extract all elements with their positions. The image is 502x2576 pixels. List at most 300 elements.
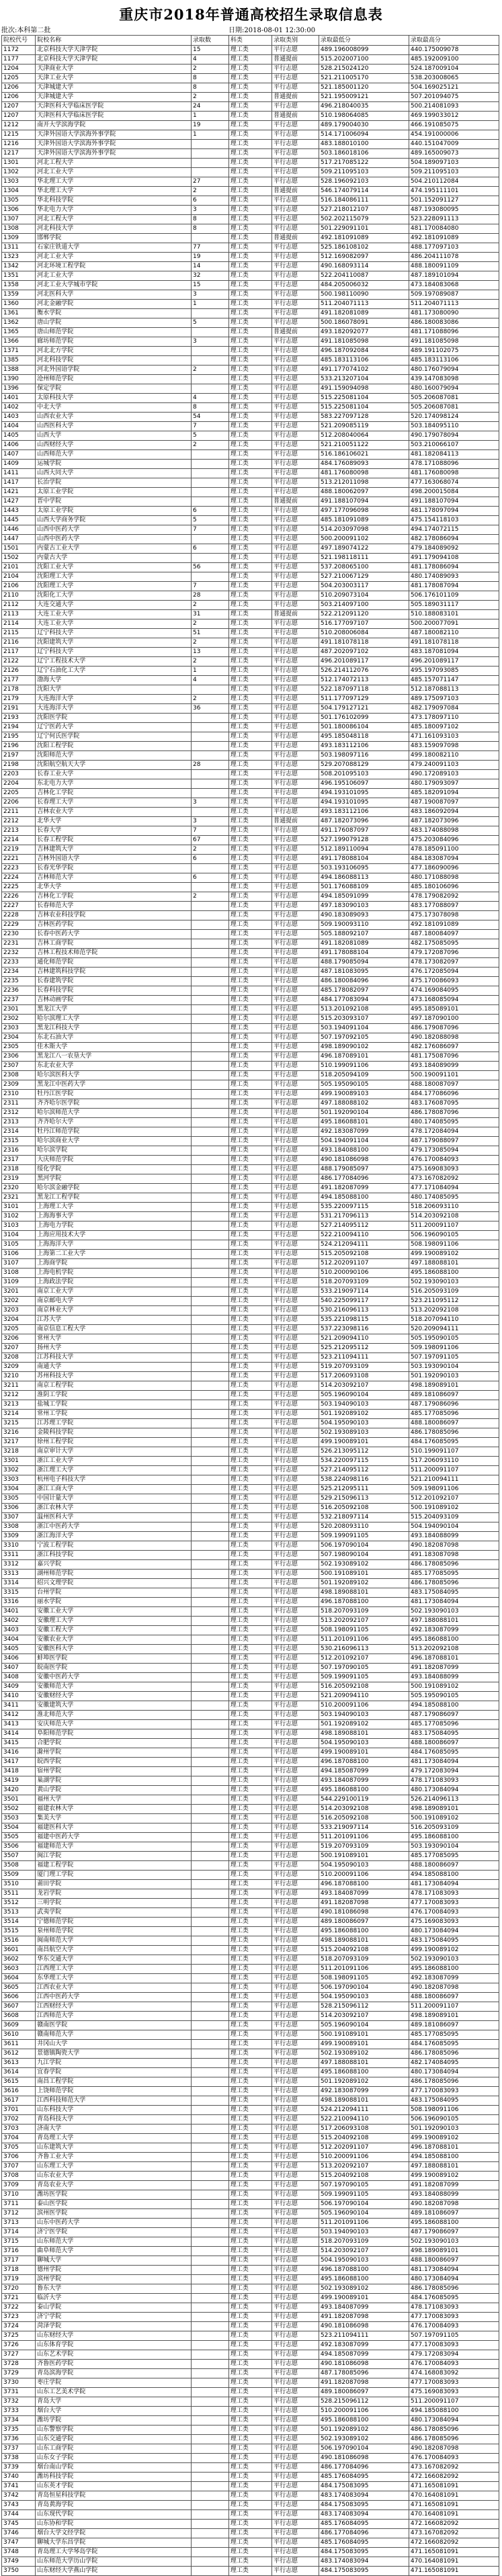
cell-school-name: 青岛科技大学	[36, 2115, 192, 2124]
table-row	[2, 1946, 499, 1955]
cell-school-code: 3617	[2, 2096, 36, 2106]
cell-subject: 理工类	[228, 1504, 271, 1513]
cell-category: 平行志愿	[272, 779, 319, 789]
cell-category: 平行志愿	[272, 667, 319, 676]
cell-admit-count	[192, 140, 229, 149]
cell-school-code: 3314	[2, 1579, 36, 1588]
cell-school-name: 黄山学院	[36, 1786, 192, 1795]
cell-school-name: 滨州医学院	[36, 2209, 192, 2219]
cell-school-code: 2113	[2, 610, 36, 619]
cell-max-score: 481.170084080	[409, 224, 499, 234]
cell-subject: 理工类	[228, 695, 271, 704]
table-row	[2, 1983, 499, 1993]
cell-subject: 理工类	[228, 1880, 271, 1889]
cell-category: 平行志愿	[272, 281, 319, 290]
cell-school-code: 3516	[2, 1936, 36, 1946]
cell-category: 平行志愿	[272, 1692, 319, 1701]
cell-category: 平行志愿	[272, 2153, 319, 2162]
cell-school-code: 1359	[2, 290, 36, 300]
header-category: 录取类别	[272, 36, 319, 46]
cell-max-score: 484.176085095	[409, 1438, 499, 1447]
cell-category: 平行志愿	[272, 2331, 319, 2341]
cell-school-code: 3304	[2, 1485, 36, 1494]
cell-max-score: 478.173082097	[409, 958, 499, 968]
cell-admit-count	[192, 1570, 229, 1579]
cell-category: 平行志愿	[272, 1664, 319, 1673]
cell-category: 平行志愿	[272, 2378, 319, 2388]
cell-max-score: 500.191089102	[409, 1504, 499, 1513]
cell-category: 平行志愿	[272, 149, 319, 159]
table-row	[2, 902, 499, 911]
cell-school-code: 3615	[2, 2077, 36, 2087]
cell-admit-count: 1	[192, 130, 229, 140]
table-row	[2, 1664, 499, 1673]
cell-max-score: 499.190089102	[409, 1946, 499, 1955]
cell-min-score: 522.204110087	[319, 271, 409, 281]
cell-admit-count	[192, 1428, 229, 1438]
cell-school-code: 3313	[2, 1570, 36, 1579]
cell-admit-count	[192, 742, 229, 751]
cell-school-code: 3723	[2, 2313, 36, 2322]
table-row	[2, 676, 499, 685]
cell-school-code: 3513	[2, 1908, 36, 1918]
cell-school-name: 辽宁何氏医学院	[36, 732, 192, 742]
cell-max-score: 501.192090103	[409, 2124, 499, 2134]
cell-min-score: 525.212095111	[319, 1485, 409, 1494]
cell-school-code: 3209	[2, 1363, 36, 1372]
table-row	[2, 1579, 499, 1588]
cell-admit-count	[192, 1118, 229, 1127]
cell-min-score: 535.221098115	[319, 1316, 409, 1325]
cell-school-name: 淮北师范大学	[36, 1711, 192, 1720]
cell-school-name: 聊城大学	[36, 2256, 192, 2266]
table-row	[2, 986, 499, 996]
table-row	[2, 949, 499, 958]
cell-subject: 理工类	[228, 2360, 271, 2369]
cell-min-score: 486.177084096	[319, 2529, 409, 2538]
cell-school-code: 3303	[2, 1475, 36, 1485]
table-row	[2, 206, 499, 215]
cell-subject: 理工类	[228, 610, 271, 619]
cell-max-score: 517.206093110	[409, 1457, 499, 1466]
cell-min-score: 498.189088101	[319, 1729, 409, 1739]
cell-admit-count	[192, 2322, 229, 2331]
cell-school-name: 哈尔滨理工大学	[36, 1015, 192, 1024]
table-row	[2, 2510, 499, 2520]
cell-subject: 理工类	[228, 2567, 271, 2576]
cell-max-score: 485.157071147	[409, 676, 499, 685]
cell-min-score: 529.207088129	[319, 761, 409, 770]
cell-school-name: 淮阴工学院	[36, 1391, 192, 1400]
cell-admit-count	[192, 450, 229, 460]
cell-admit-count	[192, 2397, 229, 2407]
cell-category: 平行志愿	[272, 65, 319, 74]
cell-min-score: 501.192089102	[319, 1720, 409, 1729]
cell-school-name: 蚌埠医学院	[36, 1654, 192, 1664]
cell-max-score: 478.172084094	[409, 1127, 499, 1137]
cell-category: 平行志愿	[272, 1955, 319, 1965]
cell-category: 平行志愿	[272, 2548, 319, 2557]
cell-subject: 理工类	[228, 516, 271, 525]
cell-school-code: 2195	[2, 732, 36, 742]
table-row	[2, 1212, 499, 1221]
cell-max-score: 505.195090105	[409, 1692, 499, 1701]
cell-school-code: 2228	[2, 911, 36, 920]
cell-min-score: 499.190089101	[319, 1438, 409, 1447]
cell-subject: 理工类	[228, 1062, 271, 1071]
cell-category: 平行志愿	[272, 1221, 319, 1231]
table-row	[2, 535, 499, 544]
header-min-score: 录取最低分	[319, 36, 409, 46]
cell-school-name: 井冈山大学	[36, 2040, 192, 2049]
cell-subject: 理工类	[228, 1701, 271, 1711]
cell-min-score: 509.190093110	[319, 920, 409, 930]
cell-category: 平行志愿	[272, 1372, 319, 1381]
cell-min-score: 504.195090103	[319, 2256, 409, 2266]
cell-admit-count	[192, 1033, 229, 1043]
cell-category: 平行志愿	[272, 1532, 319, 1541]
table-row	[2, 1109, 499, 1118]
cell-admit-count	[192, 2520, 229, 2529]
cell-max-score: 477.170083093	[409, 2087, 499, 2096]
cell-max-score: 518.207094110	[409, 1316, 499, 1325]
cell-school-name: 河北工程大学	[36, 159, 192, 168]
cell-category: 平行志愿	[272, 986, 319, 996]
cell-admit-count	[192, 939, 229, 949]
cell-category: 平行志愿	[272, 1579, 319, 1588]
cell-min-score: 507.197092105	[319, 1033, 409, 1043]
cell-category: 平行志愿	[272, 1156, 319, 1165]
cell-max-score: 480.173084094	[409, 2068, 499, 2077]
cell-subject: 理工类	[228, 1381, 271, 1391]
cell-admit-count	[192, 920, 229, 930]
cell-subject: 理工类	[228, 469, 271, 478]
cell-category: 平行志愿	[272, 478, 319, 488]
admission-table	[1, 35, 499, 2576]
cell-school-name: 安徽建筑大学	[36, 1701, 192, 1711]
cell-school-code: 3605	[2, 1983, 36, 1993]
cell-subject: 理工类	[228, 2237, 271, 2247]
cell-category: 平行志愿	[272, 253, 319, 262]
cell-admit-count: 2	[192, 638, 229, 648]
cell-admit-count	[192, 1005, 229, 1015]
table-row	[2, 1325, 499, 1334]
cell-admit-count	[192, 1466, 229, 1475]
cell-subject: 理工类	[228, 2040, 271, 2049]
cell-category: 平行志愿	[272, 262, 319, 271]
cell-category: 平行志愿	[272, 1617, 319, 1626]
cell-max-score: 481.176080098	[409, 469, 499, 478]
cell-max-score: 505.195090105	[409, 1334, 499, 1344]
cell-category: 平行志愿	[272, 2501, 319, 2510]
cell-min-score: 496.187088100	[319, 2266, 409, 2275]
cell-admit-count	[192, 2172, 229, 2181]
cell-max-score: 485.177085095	[409, 1852, 499, 1861]
cell-school-code: 2307	[2, 1062, 36, 1071]
cell-max-score: 477.170083093	[409, 2341, 499, 2350]
cell-min-score: 511.201091106	[319, 1965, 409, 1974]
cell-subject: 理工类	[228, 2209, 271, 2219]
table-row	[2, 253, 499, 262]
cell-school-name: 宁德师范学院	[36, 1918, 192, 1927]
cell-max-score: 506.196090105	[409, 2115, 499, 2124]
cell-category: 平行志愿	[272, 196, 319, 206]
cell-max-score: 495.186088100	[409, 1635, 499, 1645]
cell-subject: 理工类	[228, 1297, 271, 1306]
cell-admit-count	[192, 1419, 229, 1428]
cell-school-code: 2311	[2, 1099, 36, 1109]
table-row	[2, 544, 499, 554]
cell-school-code: 1406	[2, 441, 36, 450]
cell-school-name: 山东师范大学	[36, 2237, 192, 2247]
cell-category: 平行志愿	[272, 836, 319, 845]
cell-school-name: 南京工业大学	[36, 1287, 192, 1297]
cell-school-name: 山西中医药大学	[36, 525, 192, 535]
cell-min-score: 505.195090105	[319, 1080, 409, 1090]
table-row	[2, 2124, 499, 2134]
cell-min-score: 511.177097129	[319, 695, 409, 704]
cell-min-score: 522.212091120	[319, 610, 409, 619]
cell-min-score: 512.189110094	[319, 845, 409, 855]
cell-subject: 理工类	[228, 328, 271, 337]
cell-max-score: 488.177097103	[409, 243, 499, 253]
cell-admit-count	[192, 469, 229, 478]
cell-max-score: 499.190089102	[409, 2172, 499, 2181]
cell-category: 平行志愿	[272, 1720, 319, 1729]
cell-max-score: 488.180086097	[409, 1993, 499, 2002]
header-admit-count: 录取数	[192, 36, 229, 46]
cell-subject: 理工类	[228, 243, 271, 253]
cell-school-code: 1411	[2, 469, 36, 478]
table-row	[2, 2548, 499, 2557]
cell-min-score: 496.201089117	[319, 657, 409, 667]
cell-school-code: 3610	[2, 2030, 36, 2040]
table-row	[2, 74, 499, 83]
cell-school-name: 江苏理工学院	[36, 1419, 192, 1428]
cell-min-score: 504.179127121	[319, 704, 409, 714]
cell-subject: 理工类	[228, 1739, 271, 1748]
cell-subject: 理工类	[228, 572, 271, 582]
table-row	[2, 845, 499, 855]
table-row	[2, 394, 499, 403]
cell-subject: 理工类	[228, 460, 271, 469]
table-row	[2, 1974, 499, 1983]
cell-min-score: 521.209085119	[319, 422, 409, 431]
cell-min-score: 488.179085097	[319, 1165, 409, 1174]
cell-max-score: 485.180106096	[409, 883, 499, 892]
cell-school-code: 2308	[2, 1071, 36, 1080]
cell-subject: 理工类	[228, 46, 271, 55]
cell-min-score: 490.181086098	[319, 1908, 409, 1918]
table-row	[2, 667, 499, 676]
cell-subject: 理工类	[228, 2134, 271, 2143]
cell-max-score: 511.200091107	[409, 2002, 499, 2012]
cell-max-score: 496.201089117	[409, 657, 499, 667]
cell-admit-count	[192, 732, 229, 742]
cell-admit-count	[192, 2360, 229, 2369]
cell-subject: 理工类	[228, 582, 271, 591]
cell-category: 平行志愿	[272, 224, 319, 234]
cell-category: 平行志愿	[272, 74, 319, 83]
cell-school-name: 安徽工程大学	[36, 1626, 192, 1635]
cell-max-score: 498.189089101	[409, 2012, 499, 2021]
table-row	[2, 1363, 499, 1372]
cell-school-code: 3205	[2, 1325, 36, 1334]
cell-school-name: 南京信息工程大学	[36, 1325, 192, 1334]
cell-admit-count	[192, 1457, 229, 1466]
cell-subject: 理工类	[228, 149, 271, 159]
cell-max-score: 477.171084094	[409, 1184, 499, 1193]
cell-school-code: 1304	[2, 187, 36, 196]
cell-school-code: 3419	[2, 1776, 36, 1786]
cell-max-score: 488.180086097	[409, 2256, 499, 2266]
cell-min-score: 485.176084095	[319, 2520, 409, 2529]
cell-admit-count: 3	[192, 290, 229, 300]
cell-admit-count	[192, 714, 229, 723]
cell-school-code: 3507	[2, 1852, 36, 1861]
cell-min-score: 522.210094110	[319, 1231, 409, 1240]
cell-category: 平行志愿	[272, 1240, 319, 1250]
cell-max-score: 477.170083093	[409, 2378, 499, 2388]
cell-school-name: 南昌工程学院	[36, 2077, 192, 2087]
cell-min-score: 489.196008099	[319, 46, 409, 55]
cell-category: 平行志愿	[272, 2134, 319, 2143]
table-row	[2, 1052, 499, 1062]
cell-subject: 理工类	[228, 2172, 271, 2181]
cell-admit-count	[192, 911, 229, 920]
cell-category: 平行志愿	[272, 808, 319, 817]
cell-school-name: 南京邮电大学	[36, 1297, 192, 1306]
table-row	[2, 2153, 499, 2162]
cell-school-code: 1421	[2, 488, 36, 497]
cell-admit-count: 2	[192, 65, 229, 74]
cell-min-score: 491.178088104	[319, 949, 409, 958]
cell-admit-count	[192, 1927, 229, 1936]
cell-min-score: 513.202092107	[319, 2162, 409, 2172]
cell-subject: 理工类	[228, 2378, 271, 2388]
cell-category: 平行志愿	[272, 1231, 319, 1240]
cell-school-name: 吉林工商学院	[36, 939, 192, 949]
cell-admit-count	[192, 1861, 229, 1871]
table-row	[2, 1682, 499, 1692]
cell-max-score: 473.178097110	[409, 714, 499, 723]
cell-min-score: 510.200091106	[319, 2407, 409, 2416]
cell-school-name: 山西农业大学	[36, 413, 192, 422]
cell-category: 平行志愿	[272, 1852, 319, 1861]
table-row	[2, 187, 499, 196]
cell-min-score: 492.183087099	[319, 1127, 409, 1137]
cell-school-code: 3737	[2, 2444, 36, 2454]
table-row	[2, 65, 499, 74]
cell-school-name: 东华理工大学	[36, 1974, 192, 1983]
cell-min-score: 504.195090103	[319, 1419, 409, 1428]
cell-admit-count	[192, 2237, 229, 2247]
cell-school-name: 巢湖学院	[36, 1776, 192, 1786]
cell-max-score: 482.176086097	[409, 1043, 499, 1052]
table-row	[2, 2059, 499, 2068]
cell-category: 平行志愿	[272, 920, 319, 930]
cell-max-score: 503.210066107	[409, 441, 499, 450]
cell-min-score: 495.186088100	[319, 1786, 409, 1795]
cell-school-name: 北华大学	[36, 883, 192, 892]
cell-school-code: 3305	[2, 1494, 36, 1504]
table-row	[2, 403, 499, 413]
cell-min-score: 497.188088102	[319, 1099, 409, 1109]
cell-max-score: 500.191089102	[409, 1682, 499, 1692]
table-row	[2, 1090, 499, 1099]
table-row	[2, 1692, 499, 1701]
cell-category: 平行志愿	[272, 159, 319, 168]
cell-min-score: 514.203097098	[319, 525, 409, 535]
cell-subject: 理工类	[228, 1955, 271, 1965]
cell-admit-count	[192, 1635, 229, 1645]
cell-admit-count	[192, 328, 229, 337]
cell-school-code: 1388	[2, 366, 36, 375]
cell-admit-count	[192, 1711, 229, 1720]
cell-min-score: 498.189088101	[319, 2096, 409, 2106]
cell-school-code: 2230	[2, 930, 36, 939]
table-row	[2, 1889, 499, 1899]
cell-max-score: 497.188088101	[409, 1617, 499, 1626]
cell-school-code: 3726	[2, 2341, 36, 2350]
cell-max-score: 495.186088100	[409, 2219, 499, 2228]
cell-subject: 理工类	[228, 1165, 271, 1174]
cell-subject: 理工类	[228, 337, 271, 347]
table-row	[2, 563, 499, 572]
cell-admit-count: 6	[192, 196, 229, 206]
cell-school-code: 2191	[2, 704, 36, 714]
cell-min-score: 535.220097115	[319, 1203, 409, 1212]
cell-min-score: 496.218040035	[319, 102, 409, 112]
cell-max-score: 505.189031117	[409, 601, 499, 610]
table-row	[2, 1381, 499, 1391]
cell-school-name: 南京审计大学	[36, 1447, 192, 1457]
cell-max-score: 497.188088101	[409, 2162, 499, 2172]
cell-school-code: 1205	[2, 74, 36, 83]
cell-max-score: 477.186090096	[409, 864, 499, 873]
cell-subject: 理工类	[228, 2049, 271, 2059]
cell-admit-count: 13	[192, 648, 229, 657]
cell-min-score: 491.177074102	[319, 366, 409, 375]
cell-max-score: 479.240091103	[409, 761, 499, 770]
cell-max-score: 538.203008065	[409, 74, 499, 83]
cell-admit-count	[192, 1814, 229, 1823]
cell-school-name: 长春科技学院	[36, 986, 192, 996]
cell-max-score: 482.179097084	[409, 704, 499, 714]
cell-min-score: 485.183113106	[319, 356, 409, 366]
cell-school-code: 3405	[2, 1645, 36, 1654]
cell-subject: 理工类	[228, 206, 271, 215]
cell-admit-count	[192, 2200, 229, 2209]
cell-subject: 理工类	[228, 93, 271, 102]
cell-school-code: 2225	[2, 883, 36, 892]
cell-min-score: 484.175083095	[319, 2548, 409, 2557]
cell-admit-count	[192, 1043, 229, 1052]
cell-max-score: 476.170084093	[409, 1156, 499, 1165]
cell-max-score: 480.174085095	[409, 1118, 499, 1127]
cell-admit-count	[192, 309, 229, 318]
cell-school-code: 3608	[2, 2012, 36, 2021]
cell-min-score: 529.215096113	[319, 1494, 409, 1504]
cell-school-name: 大连海洋大学	[36, 695, 192, 704]
cell-min-score: 509.211095103	[319, 168, 409, 177]
cell-category: 平行志愿	[272, 638, 319, 648]
cell-admit-count	[192, 1165, 229, 1174]
cell-max-score: 495.186088100	[409, 1833, 499, 1842]
cell-admit-count: 2	[192, 845, 229, 855]
cell-min-score: 511.201091106	[319, 2219, 409, 2228]
cell-min-score: 520.208093110	[319, 1522, 409, 1532]
